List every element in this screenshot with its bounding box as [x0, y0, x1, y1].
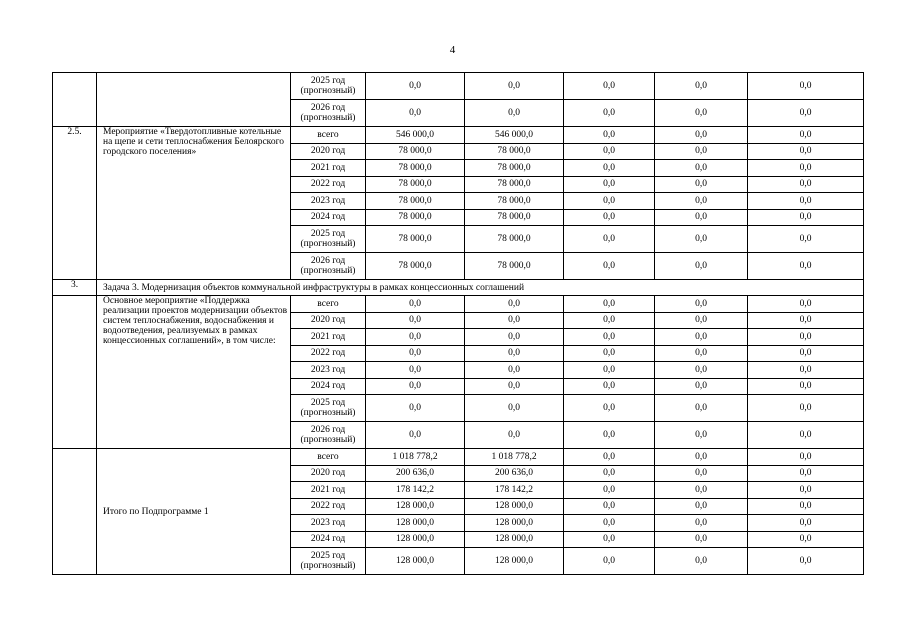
value-cell: 78 000,0: [465, 160, 564, 177]
year-cell: 2023 год: [291, 193, 366, 210]
value-cell: 0,0: [748, 73, 864, 100]
year-cell: 2026 год (прогнозный): [291, 100, 366, 127]
value-cell: 78 000,0: [366, 193, 465, 210]
value-cell: 0,0: [366, 312, 465, 329]
value-cell: 0,0: [564, 482, 655, 499]
year-cell: 2020 год: [291, 143, 366, 160]
value-cell: 0,0: [465, 100, 564, 127]
value-cell: 78 000,0: [366, 253, 465, 280]
value-cell: 0,0: [564, 422, 655, 449]
value-cell: 0,0: [366, 329, 465, 346]
value-cell: 0,0: [564, 449, 655, 466]
value-cell: 0,0: [655, 127, 748, 144]
value-cell: 0,0: [748, 531, 864, 548]
value-cell: 0,0: [748, 515, 864, 532]
value-cell: 0,0: [564, 143, 655, 160]
value-cell: 0,0: [655, 482, 748, 499]
value-cell: 0,0: [748, 449, 864, 466]
value-cell: 128 000,0: [366, 548, 465, 575]
value-cell: 0,0: [465, 345, 564, 362]
value-cell: 0,0: [655, 100, 748, 127]
value-cell: 0,0: [655, 378, 748, 395]
value-cell: 0,0: [465, 73, 564, 100]
value-cell: 0,0: [748, 312, 864, 329]
year-cell: 2020 год: [291, 465, 366, 482]
value-cell: 0,0: [366, 345, 465, 362]
value-cell: 0,0: [748, 395, 864, 422]
value-cell: 0,0: [655, 160, 748, 177]
task-number: 3.: [53, 280, 97, 296]
value-cell: 128 000,0: [465, 498, 564, 515]
value-cell: 0,0: [564, 127, 655, 144]
value-cell: 78 000,0: [366, 143, 465, 160]
value-cell: 128 000,0: [465, 531, 564, 548]
value-cell: 0,0: [564, 160, 655, 177]
value-cell: 0,0: [465, 329, 564, 346]
value-cell: 0,0: [655, 531, 748, 548]
value-cell: 0,0: [748, 143, 864, 160]
value-cell: 0,0: [564, 362, 655, 379]
row-number: [53, 296, 97, 449]
row-number: [53, 449, 97, 575]
value-cell: 0,0: [655, 329, 748, 346]
budget-table: [52, 72, 864, 575]
value-cell: 0,0: [366, 362, 465, 379]
value-cell: 0,0: [655, 193, 748, 210]
year-cell: 2024 год: [291, 209, 366, 226]
year-cell: 2024 год: [291, 531, 366, 548]
value-cell: 0,0: [748, 226, 864, 253]
measure-name: [97, 73, 291, 127]
value-cell: 0,0: [748, 193, 864, 210]
value-cell: 0,0: [655, 449, 748, 466]
measure-name: Итого по Подпрограмме 1: [97, 449, 291, 575]
value-cell: 0,0: [655, 143, 748, 160]
value-cell: 78 000,0: [366, 209, 465, 226]
value-cell: 0,0: [366, 100, 465, 127]
value-cell: 128 000,0: [465, 548, 564, 575]
year-cell: 2025 год (прогнозный): [291, 226, 366, 253]
value-cell: 0,0: [564, 176, 655, 193]
value-cell: 0,0: [465, 422, 564, 449]
table-row: [53, 127, 864, 144]
value-cell: 200 636,0: [465, 465, 564, 482]
value-cell: 0,0: [655, 73, 748, 100]
year-cell: 2026 год (прогнозный): [291, 422, 366, 449]
year-cell: 2025 год (прогнозный): [291, 73, 366, 100]
value-cell: 1 018 778,2: [366, 449, 465, 466]
year-cell: 2021 год: [291, 329, 366, 346]
value-cell: 0,0: [655, 209, 748, 226]
year-cell: 2025 год (прогнозный): [291, 395, 366, 422]
value-cell: 78 000,0: [465, 253, 564, 280]
value-cell: 0,0: [655, 253, 748, 280]
value-cell: 200 636,0: [366, 465, 465, 482]
value-cell: 0,0: [748, 345, 864, 362]
value-cell: 0,0: [564, 531, 655, 548]
value-cell: 546 000,0: [366, 127, 465, 144]
value-cell: 78 000,0: [366, 160, 465, 177]
value-cell: 0,0: [655, 296, 748, 313]
year-cell: 2022 год: [291, 176, 366, 193]
value-cell: 0,0: [564, 226, 655, 253]
value-cell: 0,0: [564, 465, 655, 482]
year-cell: 2023 год: [291, 515, 366, 532]
value-cell: 0,0: [465, 395, 564, 422]
value-cell: 0,0: [564, 73, 655, 100]
value-cell: 0,0: [564, 395, 655, 422]
value-cell: 78 000,0: [366, 176, 465, 193]
year-cell: 2021 год: [291, 482, 366, 499]
value-cell: 0,0: [655, 345, 748, 362]
value-cell: 78 000,0: [465, 209, 564, 226]
value-cell: 178 142,2: [366, 482, 465, 499]
value-cell: 128 000,0: [366, 531, 465, 548]
value-cell: 128 000,0: [465, 515, 564, 532]
value-cell: 0,0: [655, 422, 748, 449]
value-cell: 0,0: [748, 482, 864, 499]
value-cell: 128 000,0: [366, 498, 465, 515]
task-row: [53, 280, 864, 296]
measure-name: Основное мероприятие «Поддержка реализации проектов модернизации объектов систем теплоснабжения, водоснабжения и водоотведения, реализуемых в рамках концессионных соглашений», в том числе:: [97, 296, 291, 449]
value-cell: 0,0: [748, 160, 864, 177]
value-cell: 0,0: [748, 548, 864, 575]
value-cell: 0,0: [748, 422, 864, 449]
value-cell: 0,0: [655, 548, 748, 575]
value-cell: 0,0: [655, 395, 748, 422]
year-cell: 2020 год: [291, 312, 366, 329]
value-cell: 0,0: [748, 176, 864, 193]
value-cell: 0,0: [366, 296, 465, 313]
value-cell: 0,0: [564, 345, 655, 362]
value-cell: 0,0: [748, 296, 864, 313]
value-cell: 0,0: [748, 209, 864, 226]
value-cell: 0,0: [564, 296, 655, 313]
value-cell: 0,0: [465, 378, 564, 395]
table-row: [53, 296, 864, 313]
value-cell: 0,0: [564, 548, 655, 575]
value-cell: 0,0: [564, 100, 655, 127]
value-cell: 0,0: [655, 312, 748, 329]
value-cell: 0,0: [655, 465, 748, 482]
year-cell: 2022 год: [291, 498, 366, 515]
value-cell: 0,0: [564, 253, 655, 280]
year-cell: 2021 год: [291, 160, 366, 177]
year-cell: всего: [291, 296, 366, 313]
page-number: 4: [449, 44, 456, 56]
value-cell: 0,0: [465, 296, 564, 313]
value-cell: 0,0: [366, 73, 465, 100]
value-cell: 0,0: [748, 465, 864, 482]
value-cell: 78 000,0: [366, 226, 465, 253]
row-number: 2.5.: [53, 127, 97, 280]
value-cell: 0,0: [366, 378, 465, 395]
year-cell: всего: [291, 127, 366, 144]
value-cell: 0,0: [655, 498, 748, 515]
value-cell: 0,0: [748, 253, 864, 280]
value-cell: 0,0: [655, 515, 748, 532]
year-cell: 2026 год (прогнозный): [291, 253, 366, 280]
table-row: [53, 73, 864, 100]
value-cell: 0,0: [564, 209, 655, 226]
value-cell: 0,0: [564, 329, 655, 346]
value-cell: 0,0: [564, 312, 655, 329]
value-cell: 0,0: [564, 515, 655, 532]
year-cell: 2024 год: [291, 378, 366, 395]
year-cell: 2023 год: [291, 362, 366, 379]
value-cell: 0,0: [465, 312, 564, 329]
value-cell: 178 142,2: [465, 482, 564, 499]
year-cell: 2022 год: [291, 345, 366, 362]
year-cell: всего: [291, 449, 366, 466]
value-cell: 0,0: [655, 176, 748, 193]
table-row: [53, 449, 864, 466]
value-cell: 78 000,0: [465, 226, 564, 253]
value-cell: 78 000,0: [465, 143, 564, 160]
value-cell: 0,0: [366, 395, 465, 422]
value-cell: 0,0: [366, 422, 465, 449]
value-cell: 0,0: [564, 193, 655, 210]
value-cell: 0,0: [655, 226, 748, 253]
value-cell: 0,0: [748, 498, 864, 515]
value-cell: 0,0: [748, 378, 864, 395]
value-cell: 128 000,0: [366, 515, 465, 532]
value-cell: 0,0: [564, 498, 655, 515]
value-cell: 0,0: [748, 127, 864, 144]
value-cell: 1 018 778,2: [465, 449, 564, 466]
value-cell: 546 000,0: [465, 127, 564, 144]
value-cell: 0,0: [465, 362, 564, 379]
task-title: Задача 3. Модернизация объектов коммунальной инфраструктуры в рамках концессионных соглашений: [97, 280, 864, 296]
row-number: [53, 73, 97, 127]
value-cell: 0,0: [748, 362, 864, 379]
measure-name: Мероприятие «Твердотопливные котельные на щепе и сети теплоснабжения Белоярского городского поселения»: [97, 127, 291, 280]
year-cell: 2025 год (прогнозный): [291, 548, 366, 575]
value-cell: 0,0: [655, 362, 748, 379]
value-cell: 0,0: [748, 100, 864, 127]
value-cell: 0,0: [564, 378, 655, 395]
value-cell: 0,0: [748, 329, 864, 346]
value-cell: 78 000,0: [465, 193, 564, 210]
value-cell: 78 000,0: [465, 176, 564, 193]
